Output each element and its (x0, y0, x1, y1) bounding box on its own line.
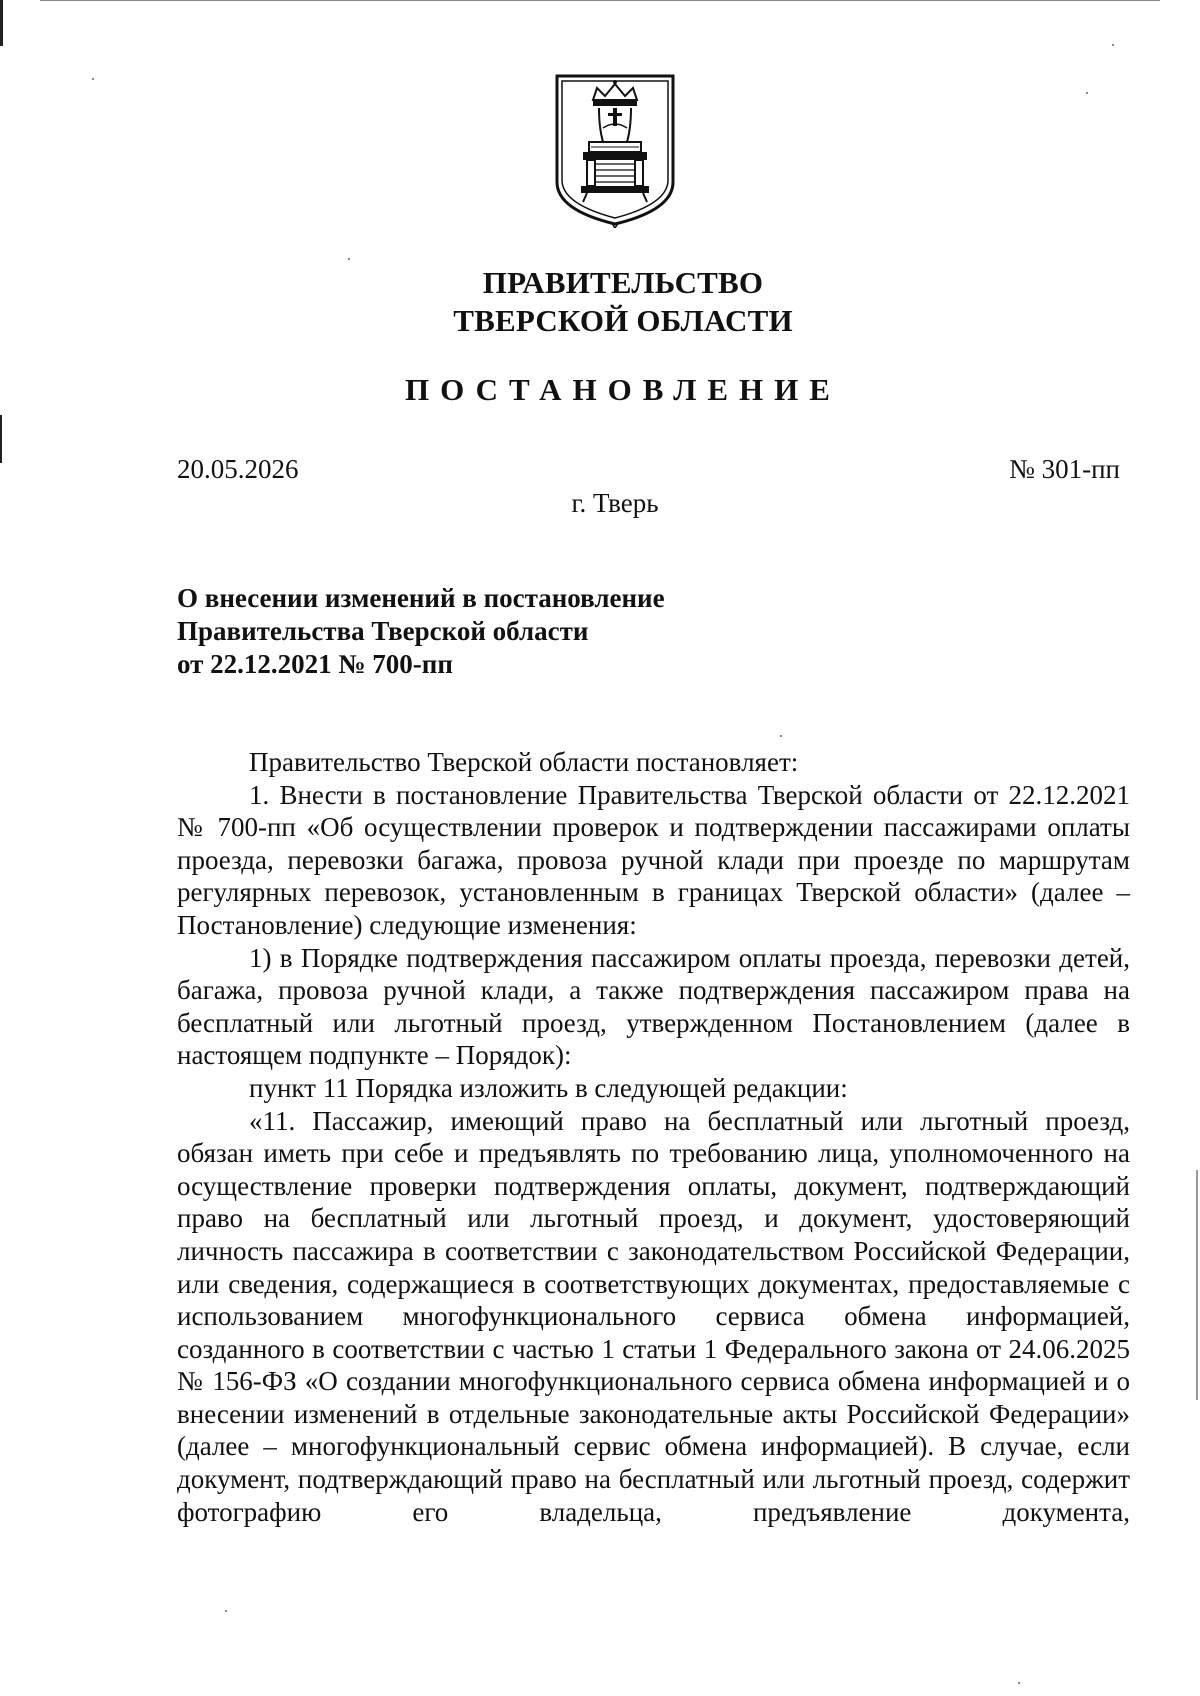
org-name-line-1: ПРАВИТЕЛЬСТВО (482, 265, 764, 300)
document-number: № 301-пп (1009, 454, 1120, 484)
document-date: 20.05.2026 (177, 454, 299, 484)
scan-border-left-top (0, 0, 3, 46)
document-subject (177, 582, 665, 681)
org-name-line-2: ТВЕРСКОЙ ОБЛАСТИ (453, 303, 793, 338)
subject-line-2: Правительства Тверской области (177, 616, 589, 646)
body-paragraph-subitem-1: 1) в Порядке подтверждения пассажиром оплаты проезда, перевозки детей, багажа, провоза ручной клади, а также подтверждения пассажиром права на бесплатный или льготный проезд, утвержденном Постановлением (далее в настоящем подпункте – Порядок): (177, 942, 1130, 1071)
document-city: г. Тверь (571, 488, 659, 518)
subject-line-3: от 22.12.2021 № 700-пп (177, 649, 453, 679)
tver-coat-of-arms-icon (553, 72, 677, 228)
scan-speck (348, 258, 350, 260)
body-paragraph-point-11-text: «11. Пассажир, имеющий право на бесплатный или льготный проезд, обязан иметь при себе и предъявлять по требованию лица, уполномоченного на осуществление проверки подтверждения оплаты, документ, подтверждающий право на бесплатный или льготный проезд, и документ, удостоверяющий личность пассажира в соответствии с законодательством Российской Федерации, или сведения, содержащиеся в соответствующих документах, предоставляемые с использованием многофункционального сервиса обмена информацией, созданного в соответствии с частью 1 статьи 1 Федерального закона от 24.06.2025 № 156-ФЗ «О создании многофункционального сервиса обмена информацией и о внесении изменений в отдельные законодательные акты Российской Федерации» (далее – многофункциональный сервис обмена информацией). В случае, если документ, подтверждающий право на бесплатный или льготный проезд, содержит фотографию его владельца, предъявление документа, (177, 1105, 1130, 1527)
scan-speck (1112, 44, 1114, 46)
scan-speck (92, 78, 94, 80)
document-type-title: ПОСТАНОВЛЕНИЕ (405, 372, 841, 407)
body-paragraph-point-11-intro: пункт 11 Порядка изложить в следующей редакции: (249, 1072, 848, 1103)
document-body (177, 746, 1130, 1528)
scan-border-right (1196, 1170, 1198, 1400)
scan-speck (225, 1610, 227, 1612)
body-paragraph-item-1: 1. Внести в постановление Правительства Тверской области от 22.12.2021 № 700-пп «Об осуществлении проверок и подтверждении пассажирами оплаты проезда, перевозки багажа, провоза ручной клади при проезде по маршрутам регулярных перевозок, установленным в границах Тверской области» (далее – Постановление) следующие изменения: (177, 779, 1130, 940)
scan-speck (1018, 1682, 1020, 1684)
scan-speck (780, 735, 782, 737)
subject-line-1: О внесении изменений в постановление (177, 583, 665, 613)
scan-speck (1086, 92, 1088, 94)
scan-border-left-middle (0, 415, 2, 463)
scan-border-top (40, 0, 1160, 1)
body-paragraph-preamble: Правительство Тверской области постановляет: (249, 747, 799, 777)
